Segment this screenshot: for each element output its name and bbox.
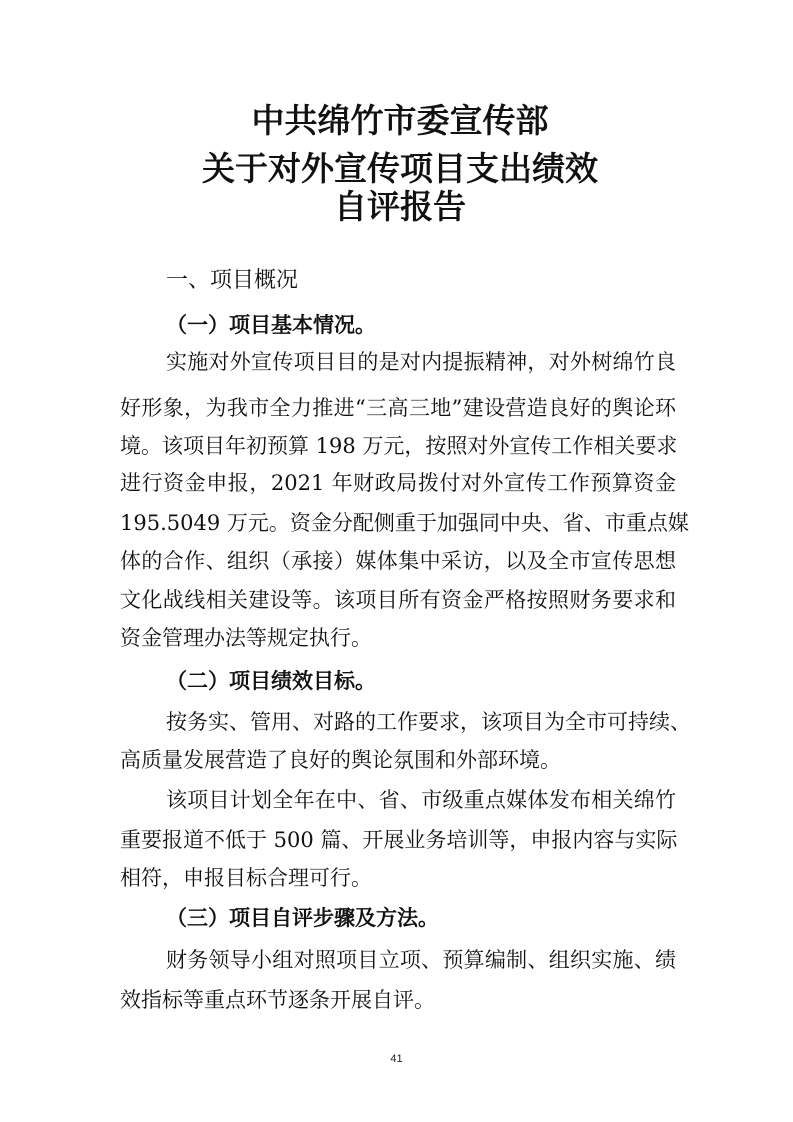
paragraph-line: 实施对外宣传项目目的是对内提振精神，对外树绵竹良	[166, 350, 676, 374]
paragraph-line: 进行资金申报，2021 年财政局拨付对外宣传工作预算资金	[120, 471, 676, 495]
subsection-heading-self-evaluation-method: （三）项目自评步骤及方法。	[166, 906, 439, 930]
paragraph-line: 按务实、管用、对路的工作要求，该项目为全市可持续、	[166, 710, 691, 734]
report-title-line-1: 中共绵竹市委宣传部	[251, 101, 549, 140]
paragraph-line: 好形象，为我市全力推进“三高三地”建设营造良好的舆论环	[120, 396, 676, 420]
paragraph-line: 该项目计划全年在中、省、市级重点媒体发布相关绵竹	[166, 788, 676, 812]
paragraph-line: 相符，申报目标合理可行。	[120, 866, 372, 890]
paragraph-line: 财务领导小组对照项目立项、预算编制、组织实施、绩	[166, 948, 676, 972]
paragraph-line: 文化战线相关建设等。该项目所有资金严格按照财务要求和	[120, 588, 676, 612]
paragraph-line: 资金管理办法等规定执行。	[120, 626, 372, 650]
paragraph-line: 效指标等重点环节逐条开展自评。	[120, 988, 435, 1012]
page-number: 41	[390, 1053, 403, 1065]
section-heading-project-overview: 一、项目概况	[166, 268, 299, 293]
report-title-line-3: 自评报告	[334, 187, 466, 226]
subsection-heading-performance-goals: （二）项目绩效目标。	[166, 669, 376, 693]
paragraph-line: 体的合作、组织（承接）媒体集中采访，以及全市宣传思想	[120, 549, 676, 573]
paragraph-line: 195.5049 万元。资金分配侧重于加强同中央、省、市重点媒	[120, 511, 689, 535]
paragraph-line: 高质量发展营造了良好的舆论氛围和外部环境。	[120, 748, 561, 772]
paragraph-line: 境。该项目年初预算 198 万元，按照对外宣传工作相关要求	[120, 434, 678, 458]
subsection-heading-basic-info: （一）项目基本情况。	[166, 313, 376, 337]
paragraph-line: 重要报道不低于 500 篇、开展业务培训等，申报内容与实际	[120, 828, 678, 852]
report-title-line-2: 关于对外宣传项目支出绩效	[202, 149, 598, 188]
